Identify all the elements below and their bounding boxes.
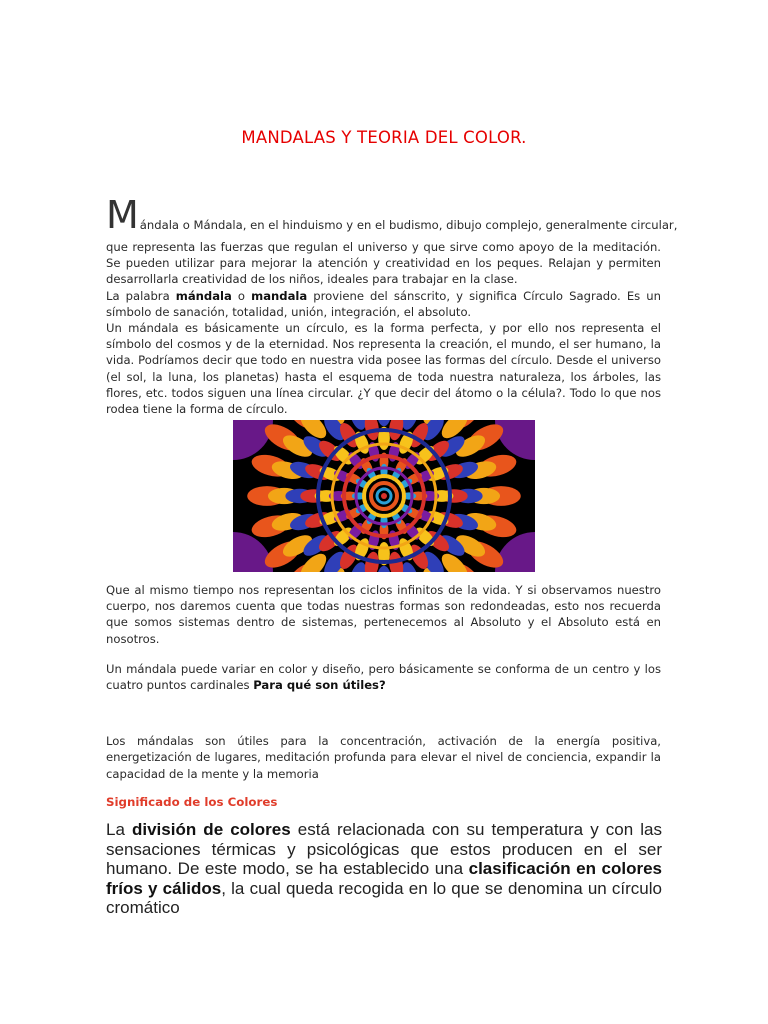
page-title: MANDALAS Y TEORIA DEL COLOR.	[241, 128, 527, 147]
mandala-image	[233, 420, 535, 572]
intro-first-line	[106, 193, 678, 237]
uses-paragraph: Los mándalas son útiles para la concentración, activación de la energía positiva, energetización de lugares, meditación profunda para elevar el nivel de conciencia, expandir la capacidad de la mente y la memoria	[106, 734, 661, 781]
intro-body	[106, 239, 661, 417]
cycles-paragraph: Que al mismo tiempo nos representan los ciclos infinitos de la vida. Y si observamos nuestro cuerpo, nos daremos cuenta que todas nuestras formas son redondeadas, esto nos recuerda que somos sistemas dentro de sistemas, pertenecemos al Absoluto y el Absoluto está en nosotros.	[106, 583, 661, 646]
bold-term-classification: clasificación en colores fríos y cálidos	[106, 859, 662, 898]
text-span: o	[231, 288, 252, 303]
intro-paragraph-1: que representa las fuerzas que regulan el universo y que sirve como apoyo de la meditación. Se pueden utilizar para mejorar la atención y creatividad en los peques. Relajan y permiten desarrollarla creatividad de los niños, ideales para trabajar en la clase.	[106, 240, 661, 287]
text-span: La	[106, 820, 132, 839]
colors-paragraph	[106, 820, 662, 918]
text-span: está relacionada con su temperatura y con las sensaciones térmicas y psicológicas que estos producen en el ser humano. De este modo, se ha establecido una	[106, 820, 662, 878]
intro-paragraph-2	[106, 288, 661, 320]
variation-paragraph	[106, 661, 661, 693]
bold-term-mandala-accent: mándala	[175, 288, 232, 303]
text-span: La palabra	[106, 288, 176, 303]
bold-term-division: división de colores	[132, 820, 291, 839]
after-image-body	[106, 582, 661, 782]
intro-paragraph-3: Un mándala es básicamente un círculo, es la forma perfecta, y por ello nos representa el símbolo del cosmos y de la eternidad. Nos representa la creación, el mundo, el ser humano, la vida. Podríamos decir que todo en nuestra vida posee las formas del círculo. Desde el universo (el sol, la luna, los planetas) hasta el esquema de toda nuestra naturaleza, los árboles, las flores, etc. todos siguen una línea circular. ¿Y que decir del átomo o la célula?. Todo lo que nos rodea tiene la forma de círculo.	[106, 321, 661, 417]
drop-cap: M	[106, 193, 139, 237]
text-span: Un mándala puede variar en color y diseño, pero básicamente se conforma de un centro y los cuatro puntos cardinales	[106, 661, 661, 693]
section-heading: Significado de los Colores	[106, 795, 278, 809]
mandala-illustration	[233, 420, 535, 572]
bold-term-mandala: mandala	[251, 288, 308, 303]
text-span: , la cual queda recogida en lo que se denomina un círculo cromático	[106, 878, 662, 917]
intro-first-line-text: ándala o Mándala, en el hinduismo y en el budismo, dibujo complejo, generalmente circular,	[139, 218, 678, 232]
text-span: proviene del sánscrito, y significa Círculo Sagrado. Es un símbolo de sanación, totalidad, unión, integración, el absoluto.	[106, 288, 661, 319]
question-heading: Para qué son útiles?	[253, 678, 386, 693]
